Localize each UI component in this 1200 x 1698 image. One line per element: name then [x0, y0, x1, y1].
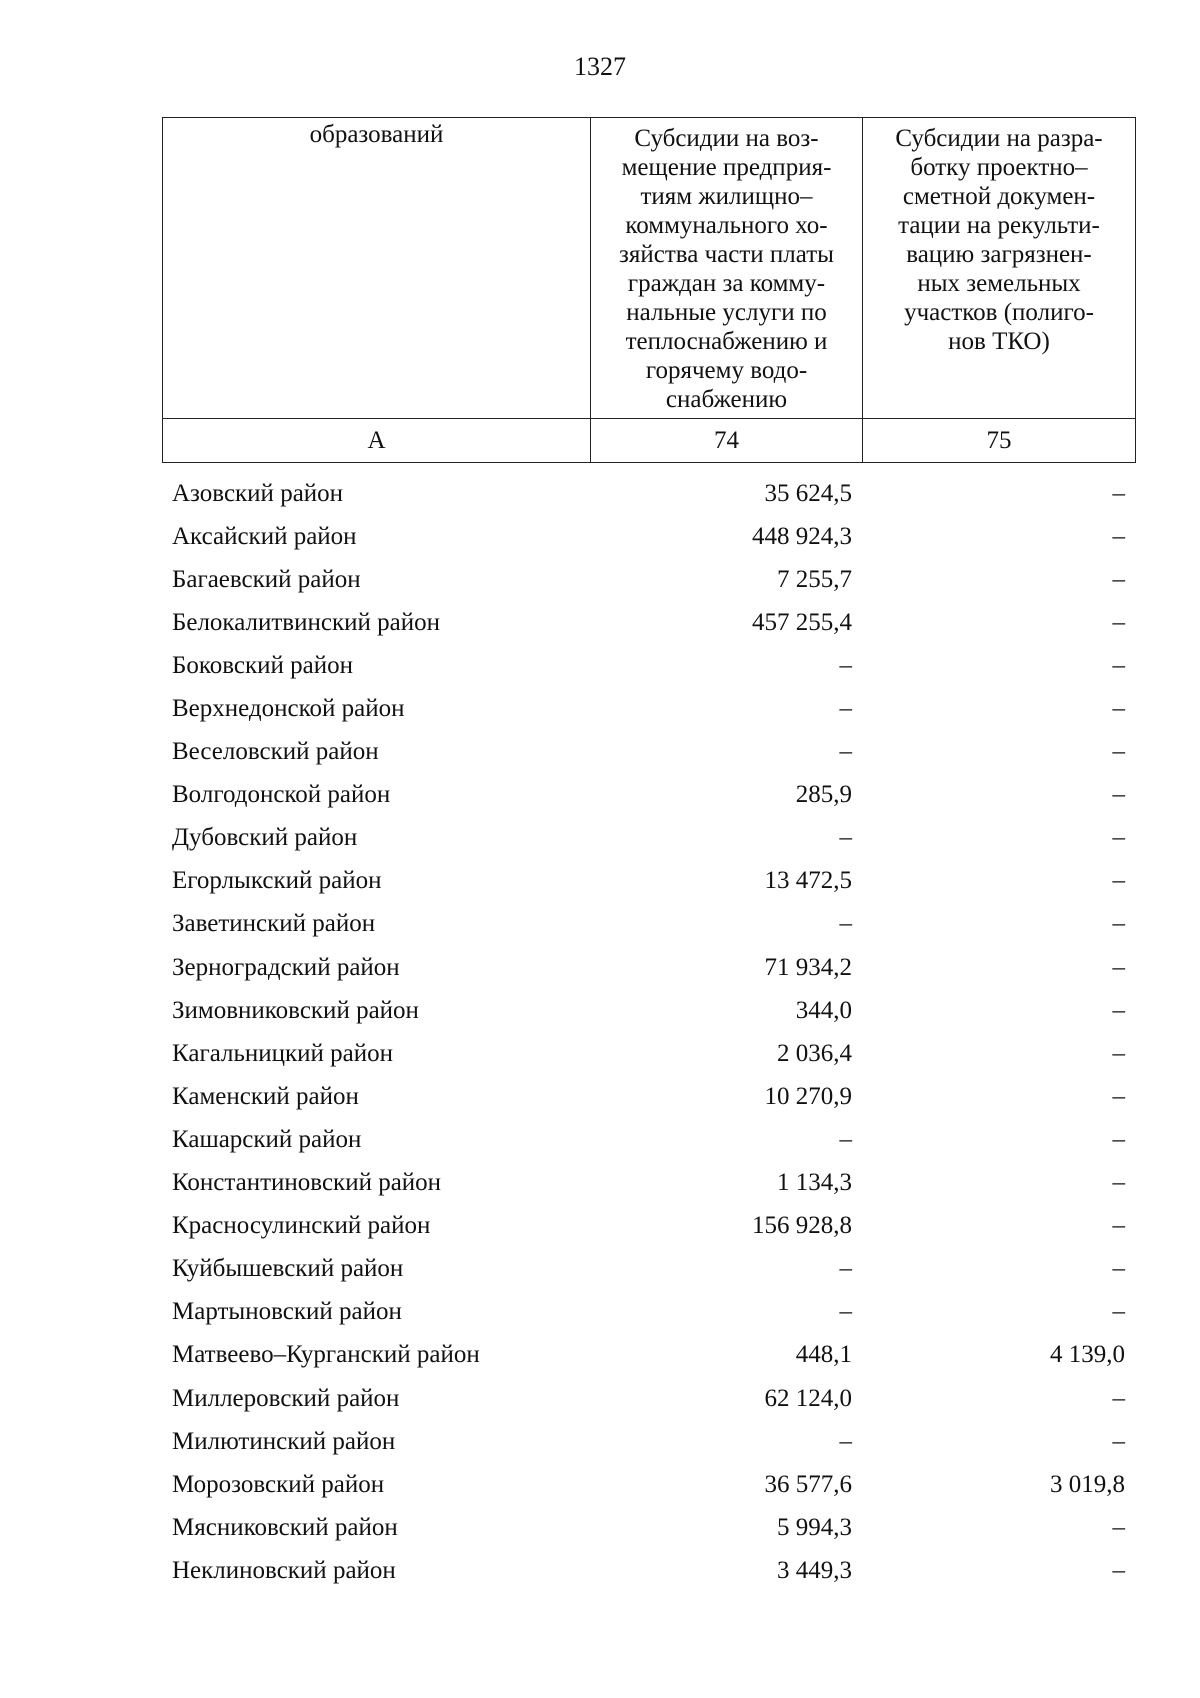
- subsidy-landfill-value-cell: 4 139,0: [1050, 1341, 1125, 1369]
- table-row: [162, 1377, 1135, 1420]
- subsidy-landfill-value-cell: –: [1112, 651, 1125, 679]
- subsidy-landfill-value-cell: –: [1112, 781, 1125, 809]
- table-row: [162, 1420, 1135, 1463]
- subsidy-landfill-value-cell: –: [1112, 695, 1125, 723]
- table-header: [162, 117, 1136, 463]
- header-num-a: А: [163, 419, 591, 463]
- subsidy-heating-value-cell: –: [839, 824, 852, 852]
- subsidy-landfill-value-cell: –: [1112, 996, 1125, 1024]
- subsidy-landfill-value-cell: –: [1112, 479, 1125, 507]
- subsidy-heating-value-cell: 1 134,3: [777, 1169, 852, 1197]
- district-name-cell: Мясниковский район: [172, 1513, 398, 1541]
- subsidy-heating-value-cell: 13 472,5: [764, 867, 852, 895]
- subsidy-landfill-value-cell: –: [1112, 1039, 1125, 1067]
- table-row: [162, 1506, 1135, 1549]
- table-row: [162, 1075, 1135, 1118]
- subsidy-landfill-value-cell: –: [1112, 1384, 1125, 1412]
- subsidy-heating-value-cell: 3 449,3: [777, 1556, 852, 1584]
- subsidy-landfill-value-cell: –: [1112, 824, 1125, 852]
- header-col-74: Субсидии на воз- мещение предприя- тиям жилищно– коммунального хо- зяйства части платы граждан за комму- нальные услуги по теплоснабжению и горячему водо- снабжению: [591, 118, 863, 419]
- table-row: [162, 817, 1135, 860]
- subsidy-heating-value-cell: 71 934,2: [764, 953, 852, 981]
- district-name-cell: Красносулинский район: [172, 1212, 431, 1240]
- subsidy-landfill-value-cell: –: [1112, 1556, 1125, 1584]
- district-name-cell: Веселовский район: [172, 738, 379, 766]
- district-name-cell: Милютинский район: [172, 1427, 396, 1455]
- subsidy-heating-value-cell: 62 124,0: [764, 1384, 852, 1412]
- district-name-cell: Матвеево–Курганский район: [172, 1341, 480, 1369]
- subsidy-heating-value-cell: 285,9: [795, 781, 852, 809]
- subsidy-heating-value-cell: –: [839, 1427, 852, 1455]
- subsidy-heating-value-cell: 36 577,6: [764, 1470, 852, 1498]
- district-name-cell: Неклиновский район: [172, 1556, 396, 1584]
- subsidy-heating-value-cell: 457 255,4: [752, 608, 852, 636]
- subsidy-landfill-value-cell: –: [1112, 910, 1125, 938]
- table-row: [162, 644, 1135, 687]
- header-col-75: Субсидии на разра- ботку проектно– сметной докумен- тации на рекульти- вацию загрязнен- ных земельных участков (полиго- нов ТКО): [863, 118, 1136, 419]
- subsidy-landfill-value-cell: –: [1112, 1255, 1125, 1283]
- table-row: [162, 1118, 1135, 1161]
- district-name-cell: Боковский район: [172, 651, 353, 679]
- subsidy-heating-value-cell: 10 270,9: [764, 1082, 852, 1110]
- subsidy-landfill-value-cell: –: [1112, 1082, 1125, 1110]
- district-name-cell: Верхнедонской район: [172, 695, 405, 723]
- district-name-cell: Багаевский район: [172, 565, 361, 593]
- district-name-cell: Белокалитвинский район: [172, 608, 440, 636]
- table-row: [162, 1248, 1135, 1291]
- district-name-cell: Егорлыкский район: [172, 867, 382, 895]
- table-row: [162, 1463, 1135, 1506]
- subsidy-heating-value-cell: 5 994,3: [777, 1513, 852, 1541]
- subsidy-heating-value-cell: 448 924,3: [752, 522, 852, 550]
- table-row: [162, 903, 1135, 946]
- subsidy-heating-value-cell: –: [839, 1255, 852, 1283]
- table-row: [162, 1162, 1135, 1205]
- table-row: [162, 946, 1135, 989]
- subsidy-heating-value-cell: 7 255,7: [777, 565, 852, 593]
- subsidy-landfill-value-cell: –: [1112, 1427, 1125, 1455]
- table-row: [162, 687, 1135, 730]
- subsidy-landfill-value-cell: –: [1112, 608, 1125, 636]
- table-row: [162, 601, 1135, 644]
- district-name-cell: Каменский район: [172, 1082, 359, 1110]
- header-num-75: 75: [863, 419, 1136, 463]
- subsidy-landfill-value-cell: –: [1112, 1169, 1125, 1197]
- district-name-cell: Дубовский район: [172, 824, 358, 852]
- district-name-cell: Волгодонской район: [172, 781, 391, 809]
- district-name-cell: Зерноградский район: [172, 953, 400, 981]
- header-num-74: 74: [591, 419, 863, 463]
- subsidy-landfill-value-cell: –: [1112, 1125, 1125, 1153]
- table-row: [162, 1334, 1135, 1377]
- table-row: [162, 774, 1135, 817]
- district-name-cell: Кашарский район: [172, 1125, 362, 1153]
- subsidy-landfill-value-cell: –: [1112, 522, 1125, 550]
- subsidy-heating-value-cell: –: [839, 1125, 852, 1153]
- table-row: [162, 1291, 1135, 1334]
- district-name-cell: Миллеровский район: [172, 1384, 400, 1412]
- district-name-cell: Куйбышевский район: [172, 1255, 404, 1283]
- district-name-cell: Морозовский район: [172, 1470, 385, 1498]
- header-row-titles: [163, 118, 1136, 419]
- district-name-cell: Константиновский район: [172, 1169, 442, 1197]
- subsidy-landfill-value-cell: –: [1112, 867, 1125, 895]
- subsidy-heating-value-cell: –: [839, 695, 852, 723]
- table-row: [162, 472, 1135, 515]
- subsidy-landfill-value-cell: –: [1112, 1212, 1125, 1240]
- district-name-cell: Зимовниковский район: [172, 996, 419, 1024]
- district-name-cell: Заветинский район: [172, 910, 376, 938]
- subsidy-landfill-value-cell: 3 019,8: [1050, 1470, 1125, 1498]
- district-name-cell: Кагальницкий район: [172, 1039, 394, 1067]
- subsidy-heating-value-cell: 344,0: [795, 996, 852, 1024]
- table-row: [162, 860, 1135, 903]
- subsidy-heating-value-cell: –: [839, 910, 852, 938]
- subsidy-landfill-value-cell: –: [1112, 565, 1125, 593]
- subsidy-heating-value-cell: –: [839, 651, 852, 679]
- data-table: [162, 472, 1135, 1592]
- subsidy-heating-value-cell: –: [839, 738, 852, 766]
- subsidy-heating-value-cell: 2 036,4: [777, 1039, 852, 1067]
- table-row: [162, 558, 1135, 601]
- subsidy-landfill-value-cell: –: [1112, 738, 1125, 766]
- district-name-cell: Азовский район: [172, 479, 344, 507]
- subsidy-heating-value-cell: –: [839, 1298, 852, 1326]
- subsidy-landfill-value-cell: –: [1112, 953, 1125, 981]
- table-row: [162, 989, 1135, 1032]
- subsidy-landfill-value-cell: –: [1112, 1513, 1125, 1541]
- header-col-a: образований: [163, 118, 591, 419]
- district-name-cell: Мартыновский район: [172, 1298, 402, 1326]
- table-row: [162, 1549, 1135, 1592]
- table-row: [162, 1032, 1135, 1075]
- table-row: [162, 515, 1135, 558]
- district-name-cell: Аксайский район: [172, 522, 357, 550]
- subsidy-heating-value-cell: 448,1: [795, 1341, 852, 1369]
- table-row: [162, 1205, 1135, 1248]
- subsidy-heating-value-cell: 156 928,8: [752, 1212, 852, 1240]
- data-table-body: [162, 472, 1135, 1592]
- page-number: 1327: [574, 52, 626, 81]
- table-row: [162, 731, 1135, 774]
- subsidy-landfill-value-cell: –: [1112, 1298, 1125, 1326]
- header-row-numbers: [163, 419, 1136, 463]
- subsidy-heating-value-cell: 35 624,5: [764, 479, 852, 507]
